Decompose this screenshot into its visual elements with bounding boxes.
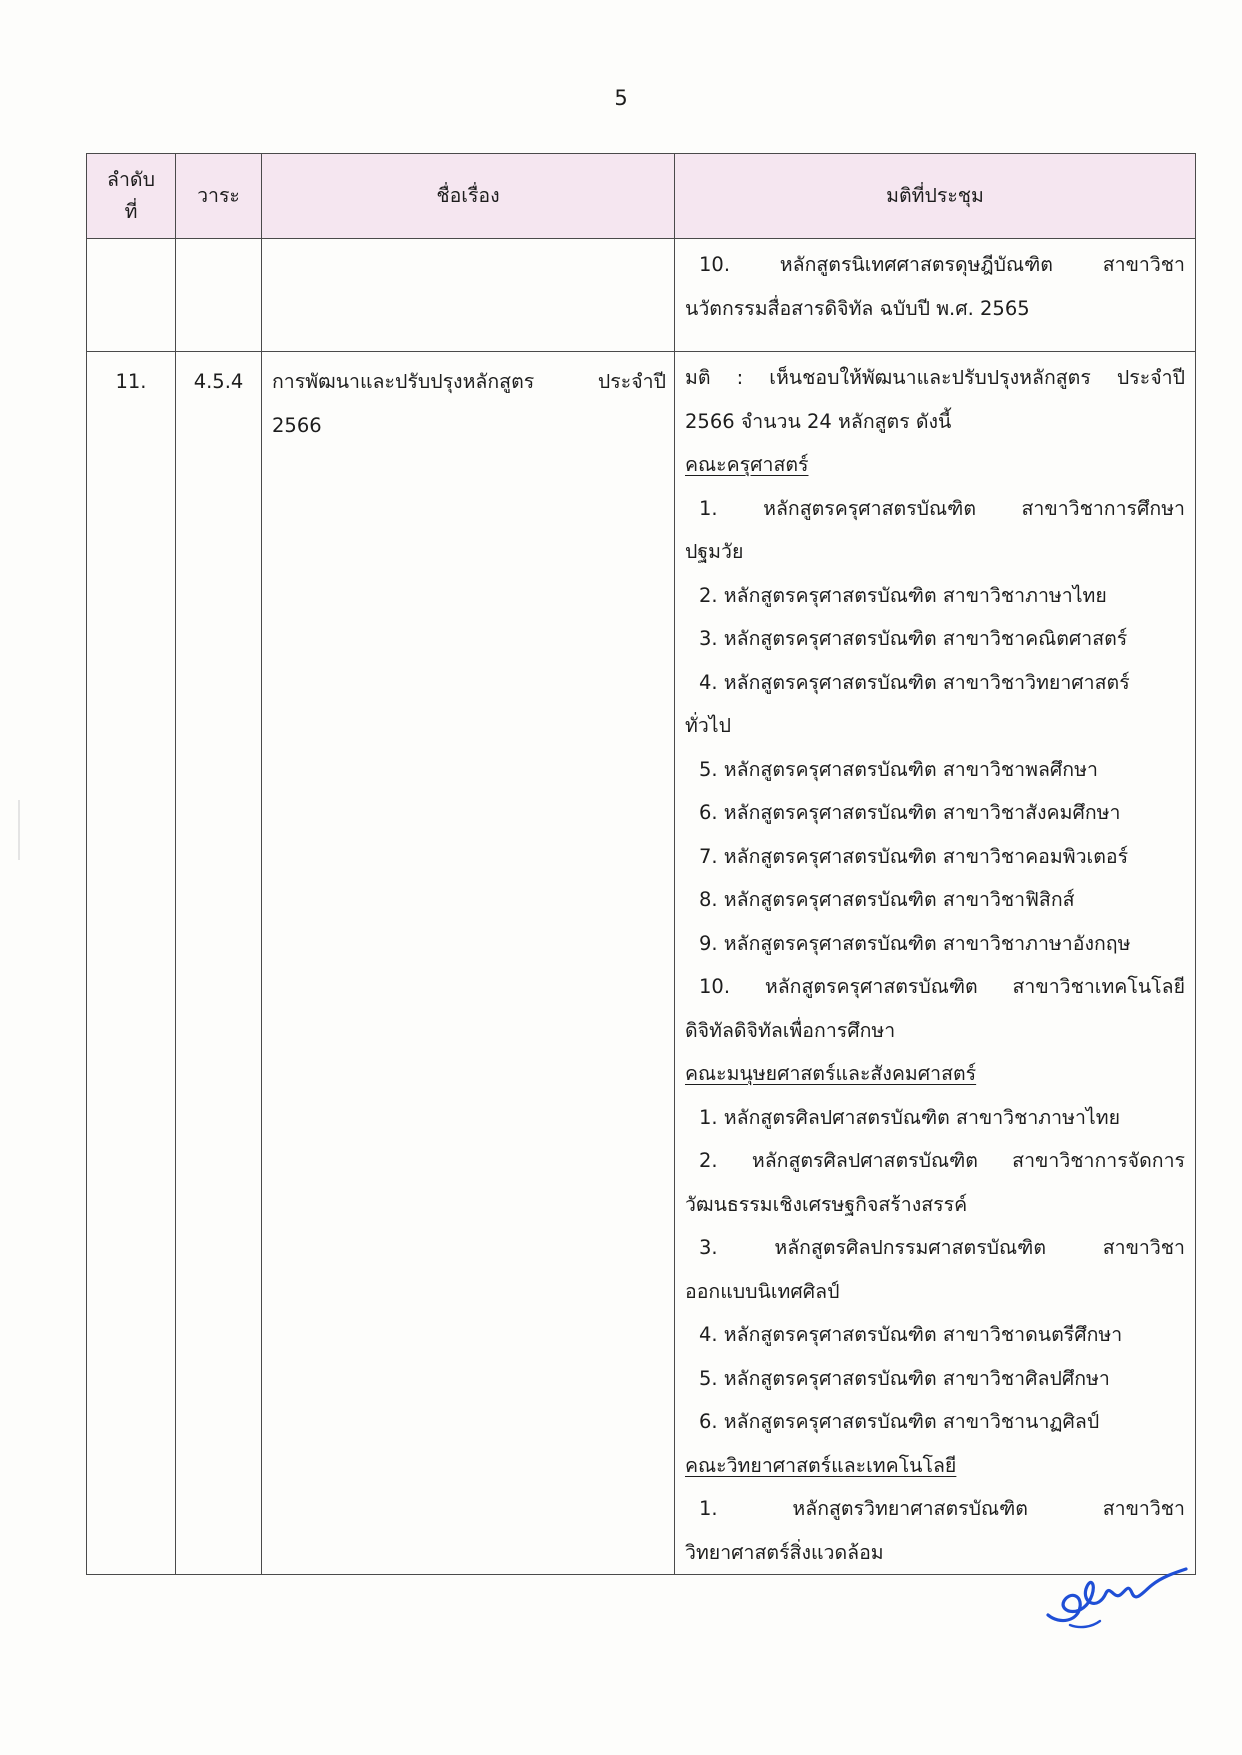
table-row-continuation bbox=[87, 239, 1196, 352]
cont-line: 10. หลักสูตรนิเทศศาสตรดุษฎีบัณฑิต สาขาวิชา bbox=[699, 253, 1185, 276]
resolution-line: 2. หลักสูตรศิลปศาสตรบัณฑิต สาขาวิชาการจัดการ bbox=[699, 1149, 1185, 1172]
minutes-table bbox=[86, 153, 1196, 1575]
header-no bbox=[87, 154, 176, 239]
resolution-line: 6. หลักสูตรครุศาสตรบัณฑิต สาขาวิชาสังคมศึกษา bbox=[699, 801, 1121, 824]
resolution-line: ดิจิทัลดิจิทัลเพื่อการศึกษา bbox=[685, 1018, 896, 1042]
resolution-line: 7. หลักสูตรครุศาสตรบัณฑิต สาขาวิชาคอมพิวเตอร์ bbox=[699, 844, 1129, 868]
row-no: 11. bbox=[87, 352, 176, 1575]
cont-title-cell bbox=[262, 239, 675, 352]
resolution-line: 4. หลักสูตรครุศาสตรบัณฑิต สาขาวิชาดนตรีศึกษา bbox=[699, 1323, 1123, 1346]
table-row bbox=[87, 352, 1196, 1575]
resolution-line: ออกแบบนิเทศศิลป์ bbox=[685, 1279, 840, 1303]
row-agenda: 4.5.4 bbox=[176, 352, 262, 1575]
row-title bbox=[262, 352, 675, 1575]
title-line: การพัฒนาและปรับปรุงหลักสูตร ประจำปี bbox=[272, 370, 666, 393]
resolution-line: 2. หลักสูตรครุศาสตรบัณฑิต สาขาวิชาภาษาไทย bbox=[699, 583, 1107, 607]
resolution-line: 2566 จำนวน 24 หลักสูตร ดังนี้ bbox=[685, 409, 952, 433]
faculty-heading: คณะครุศาสตร์ bbox=[685, 453, 809, 476]
resolution-line: 3. หลักสูตรศิลปกรรมศาสตรบัณฑิต สาขาวิชา bbox=[699, 1236, 1185, 1259]
page-number: 5 bbox=[614, 86, 628, 110]
resolution-line: ปฐมวัย bbox=[685, 540, 744, 563]
resolution-line: วัฒนธรรมเชิงเศรษฐกิจสร้างสรรค์ bbox=[685, 1192, 968, 1216]
scan-margin-mark bbox=[18, 800, 20, 860]
resolution-line: 1. หลักสูตรศิลปศาสตรบัณฑิต สาขาวิชาภาษาไทย bbox=[699, 1105, 1121, 1129]
resolution-line: 5. หลักสูตรครุศาสตรบัณฑิต สาขาวิชาพลศึกษา bbox=[699, 757, 1098, 781]
faculty-heading: คณะวิทยาศาสตร์และเทคโนโลยี bbox=[685, 1453, 957, 1477]
resolution-line: 4. หลักสูตรครุศาสตรบัณฑิต สาขาวิชาวิทยาศาสตร์ bbox=[699, 670, 1130, 694]
table-header-row bbox=[87, 154, 1196, 239]
resolution-line: 8. หลักสูตรครุศาสตรบัณฑิต สาขาวิชาฟิสิกส์ bbox=[699, 888, 1075, 911]
cont-no-cell bbox=[87, 239, 176, 352]
header-title: ชื่อเรื่อง bbox=[262, 154, 675, 239]
resolution-line: 1. หลักสูตรครุศาสตรบัณฑิต สาขาวิชาการศึกษา bbox=[699, 496, 1185, 520]
resolution-line: 3. หลักสูตรครุศาสตรบัณฑิต สาขาวิชาคณิตศาสตร์ bbox=[699, 627, 1128, 650]
row-resolution bbox=[675, 352, 1196, 1575]
resolution-line: 9. หลักสูตรครุศาสตรบัณฑิต สาขาวิชาภาษาอังกฤษ bbox=[699, 931, 1131, 955]
header-no-label: ลำดับที่ bbox=[107, 168, 155, 223]
header-agenda: วาระ bbox=[176, 154, 262, 239]
resolution-line: 5. หลักสูตรครุศาสตรบัณฑิต สาขาวิชาศิลปศึกษา bbox=[699, 1366, 1110, 1390]
resolution-line: 6. หลักสูตรครุศาสตรบัณฑิต สาขาวิชานาฏศิลป์ bbox=[699, 1410, 1100, 1433]
faculty-heading: คณะมนุษยศาสตร์และสังคมศาสตร์ bbox=[685, 1062, 977, 1085]
title-line: 2566 bbox=[272, 413, 322, 437]
resolution-line: 1. หลักสูตรวิทยาศาสตรบัณฑิต สาขาวิชา bbox=[699, 1497, 1185, 1520]
resolution-line: 10. หลักสูตรครุศาสตรบัณฑิต สาขาวิชาเทคโนโลยี bbox=[699, 975, 1185, 998]
cont-line: นวัตกรรมสื่อสารดิจิทัล ฉบับปี พ.ศ. 2565 bbox=[685, 296, 1030, 320]
cont-resolution-cell bbox=[675, 239, 1196, 352]
resolution-line: วิทยาศาสตร์สิ่งแวดล้อม bbox=[685, 1540, 884, 1564]
resolution-line: มติ : เห็นชอบให้พัฒนาและปรับปรุงหลักสูตร ประจำปี bbox=[685, 366, 1185, 389]
cont-agenda-cell bbox=[176, 239, 262, 352]
resolution-line: ทั่วไป bbox=[685, 714, 731, 737]
signature-icon bbox=[1040, 1555, 1190, 1635]
header-resolution: มติที่ประชุม bbox=[675, 154, 1196, 239]
